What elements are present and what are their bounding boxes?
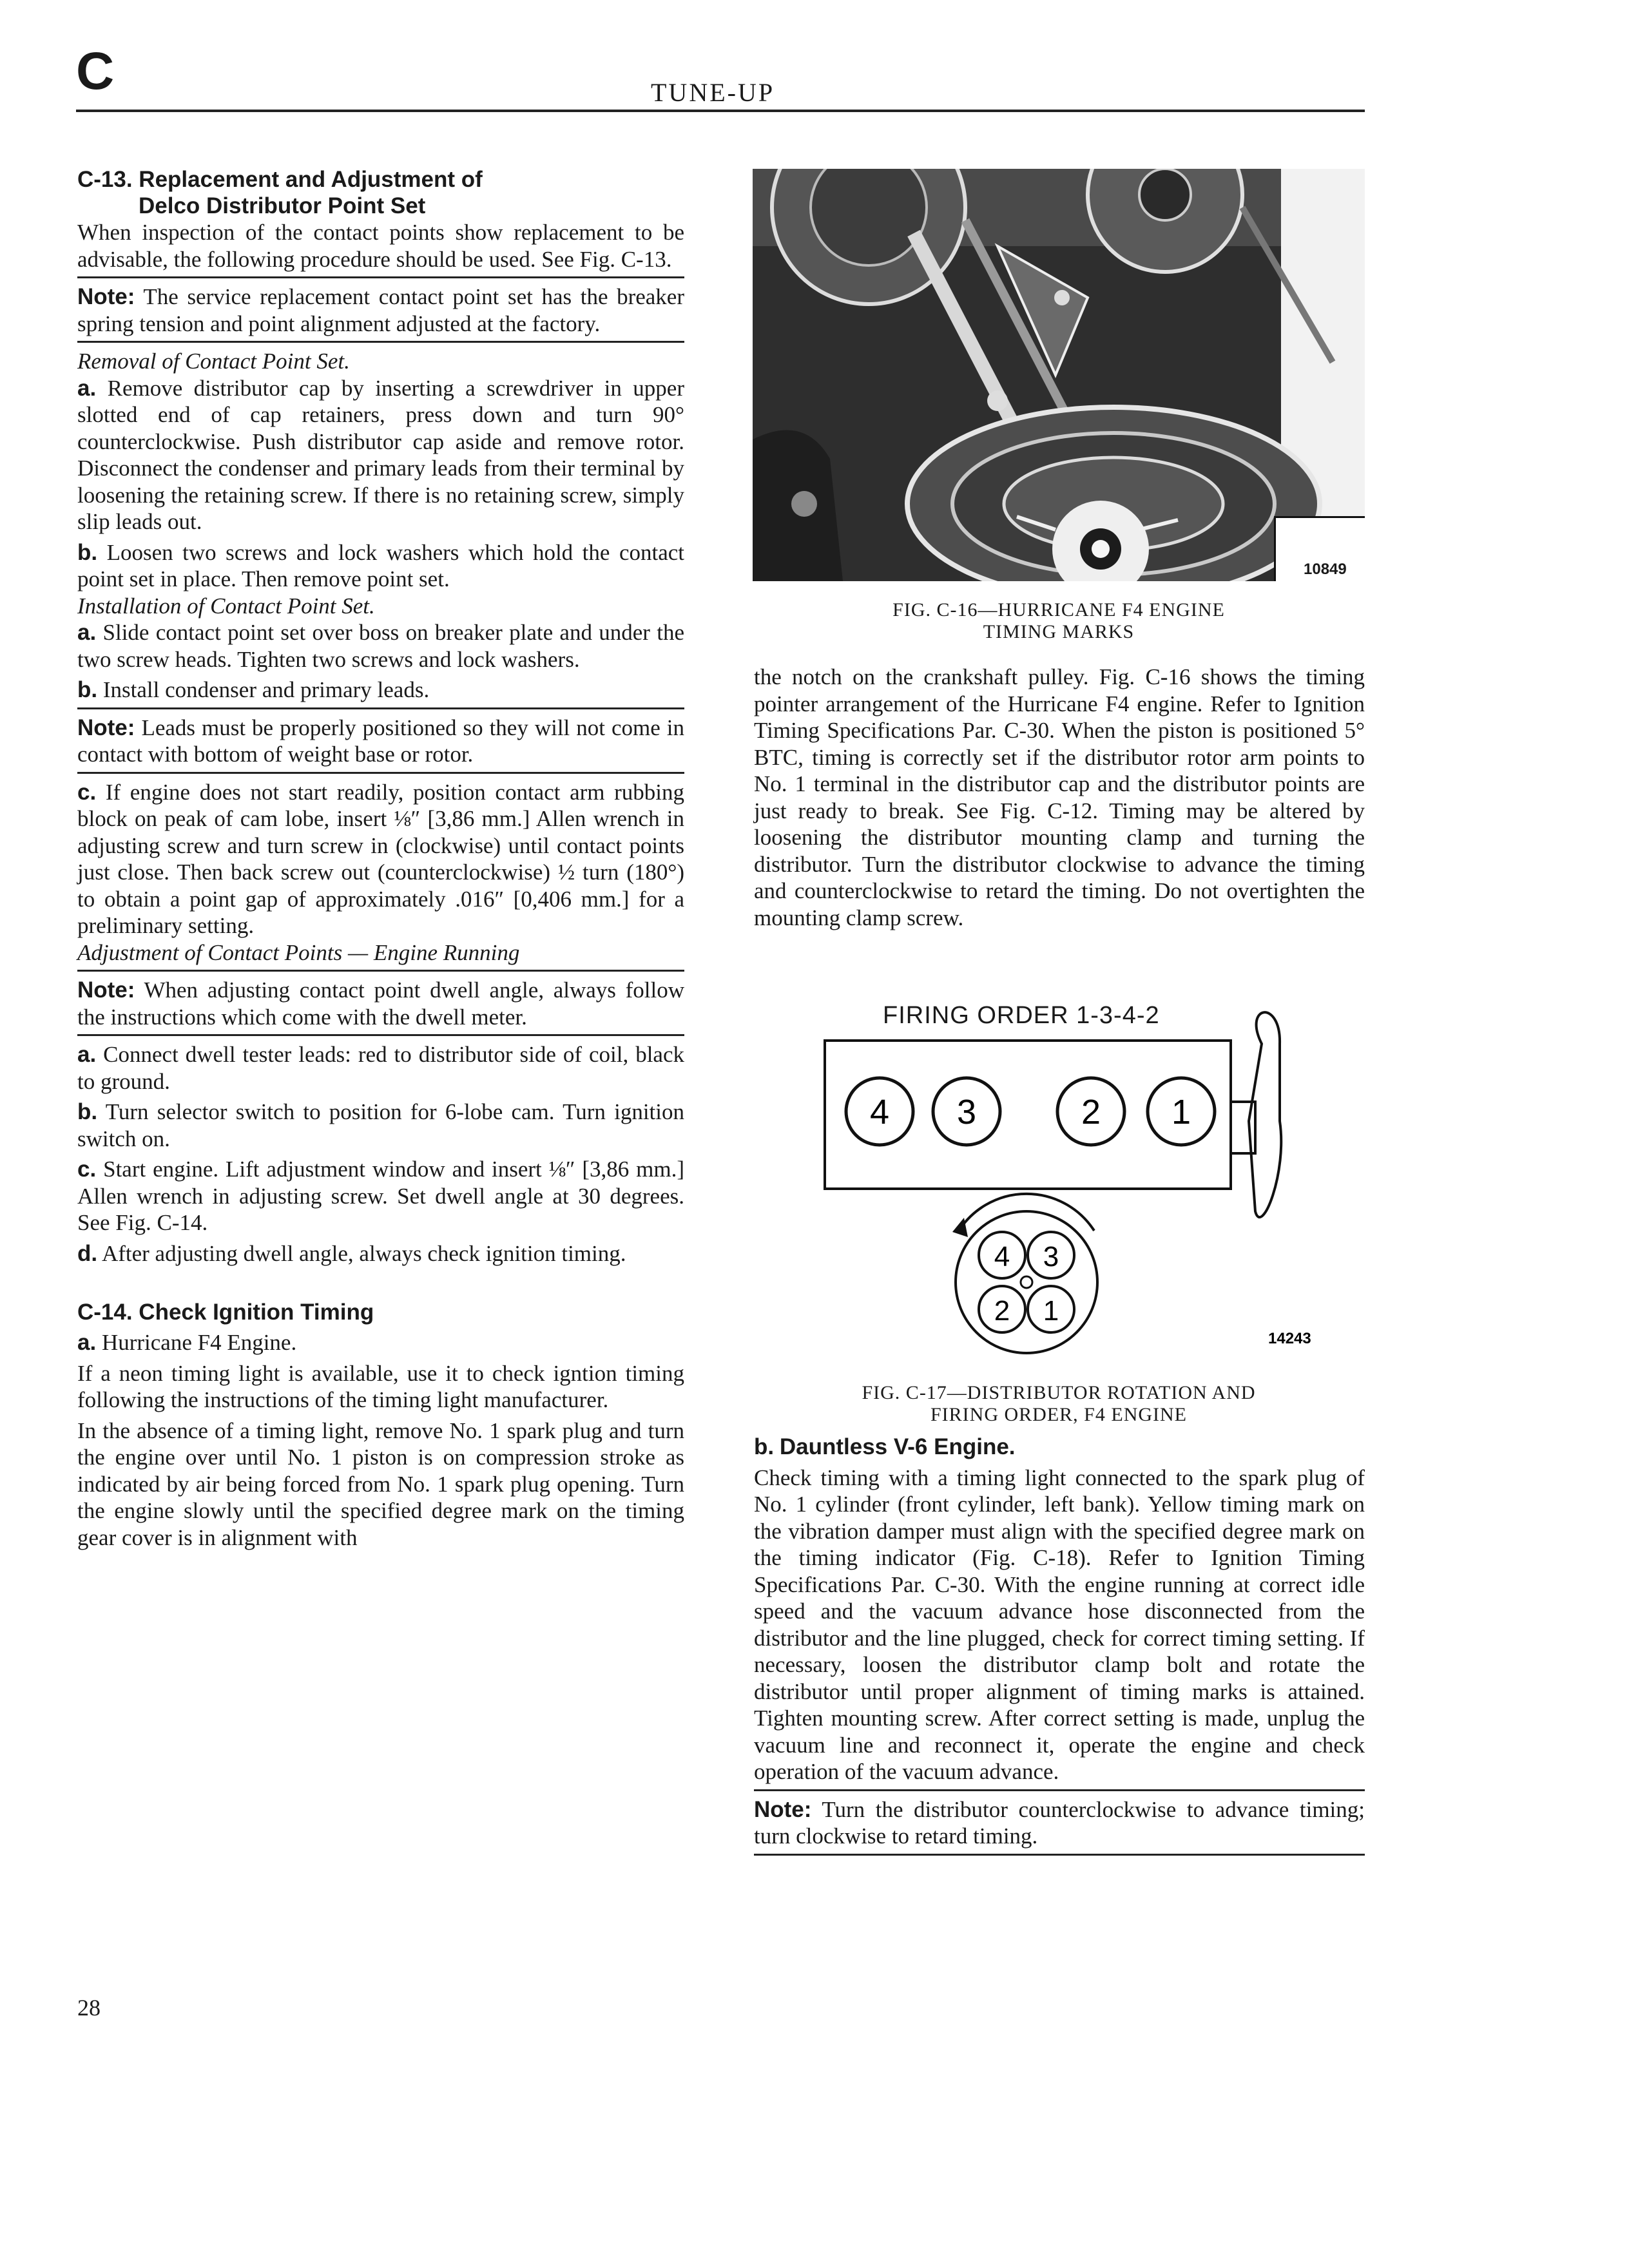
divider xyxy=(754,1789,1365,1791)
page-number: 28 xyxy=(77,1995,101,2021)
step-text: Install condenser and primary leads. xyxy=(102,677,430,702)
figure-caption-line: FIRING ORDER, F4 ENGINE xyxy=(930,1404,1187,1425)
note-paragraph xyxy=(77,715,684,768)
note-label: Note: xyxy=(754,1796,812,1822)
left-column xyxy=(77,166,684,1551)
divider xyxy=(77,341,684,343)
terminal-3 xyxy=(1028,1232,1074,1278)
note-paragraph xyxy=(754,1796,1365,1850)
terminal-number: 4 xyxy=(994,1241,1010,1273)
engine-photo xyxy=(753,169,1365,581)
step-label: d. xyxy=(77,1240,98,1266)
cylinder-4 xyxy=(846,1078,913,1145)
step-label: b. xyxy=(77,1099,98,1124)
note-text: When adjusting contact point dwell angle, always follow the instructions which come with the dwell meter. xyxy=(77,977,684,1030)
step-paragraph xyxy=(77,677,684,704)
figure-caption-c17 xyxy=(753,1382,1365,1426)
step-label: c. xyxy=(77,1157,97,1182)
step-text: Slide contact point set over boss on breaker plate and under the two screw heads. Tighten two screws and lock washers. xyxy=(77,620,684,672)
distributor-cap xyxy=(952,1194,1097,1353)
subheading-removal: Removal of Contact Point Set. xyxy=(77,349,350,374)
terminal-number: 2 xyxy=(994,1295,1010,1327)
step-label: a. xyxy=(77,375,97,401)
figure-caption-line: FIG. C-17—DISTRIBUTOR ROTATION AND xyxy=(862,1382,1256,1403)
section-heading-c13-line2: Delco Distributor Point Set xyxy=(139,193,426,218)
note-paragraph xyxy=(77,284,684,337)
step-label: a. xyxy=(77,620,97,645)
terminal-2 xyxy=(979,1286,1025,1332)
body-paragraph: Check timing with a timing light connected to the spark plug of No. 1 cylinder (front cylinder, left bank). Yellow timing mark on the vibration damper must align with the specified degree mark on the timing indicator (Fig. C-18). Refer to Ignition Timing Specifications Par. C-30. With the engine running at correct idle speed and the vacuum advance hose disconnected from the distributor and the line plugged, check for correct timing setting. If necessary, loosen the distributor clamp bolt and rotate the distributor until proper alignment of timing marks is attained. Tighten mounting screw. After correct setting is made, unplug the vacuum line and reconnect it, operate the engine and check operation of the vacuum advance. xyxy=(754,1465,1365,1784)
figure-number-c17: 14243 xyxy=(1268,1330,1311,1347)
divider xyxy=(77,772,684,774)
step-text: Hurricane F4 Engine. xyxy=(101,1330,297,1355)
step-text: Remove distributor cap by inserting a screwdriver in upper slotted end of cap retainers, press down and turn 90° counterclockwise. Push distributor cap aside and remove rotor. Disconnect the condenser and primary leads from their terminal by loosening the retaining screw. If there is no retaining screw, simply slip leads out. xyxy=(77,375,684,534)
step-paragraph xyxy=(77,619,684,673)
note-paragraph xyxy=(77,977,684,1030)
figure-number-c16: 10849 xyxy=(1304,561,1347,578)
step-label: b. xyxy=(77,539,98,565)
terminal-4 xyxy=(979,1232,1025,1278)
step-label: b. xyxy=(754,1434,775,1459)
step-paragraph xyxy=(77,1329,684,1356)
note-text: Turn the distributor counterclockwise to advance timing; turn clockwise to retard timing. xyxy=(754,1796,1365,1849)
note-label: Note: xyxy=(77,284,135,309)
step-paragraph xyxy=(77,1240,684,1267)
section-heading-c14: C-14. Check Ignition Timing xyxy=(77,1300,374,1325)
terminal-1 xyxy=(1028,1286,1074,1332)
page-title: TUNE-UP xyxy=(651,78,775,107)
intro-paragraph: When inspection of the contact points show replacement to be advisable, the following procedure should be used. See Fig. C-13. xyxy=(77,220,684,272)
divider xyxy=(77,970,684,972)
cylinder-number: 3 xyxy=(956,1093,977,1131)
terminal-number: 1 xyxy=(1043,1295,1059,1327)
figure-caption-line: FIG. C-16—HURRICANE F4 ENGINE xyxy=(892,599,1225,620)
step-paragraph xyxy=(77,539,684,593)
body-paragraph: If a neon timing light is available, use it to check igntion timing following the instructions of the timing light manufacturer. xyxy=(77,1360,684,1412)
note-text: The service replacement contact point set has the breaker spring tension and point alignment adjusted at the factory. xyxy=(77,284,684,336)
divider xyxy=(77,1034,684,1036)
step-text: After adjusting dwell angle, always check ignition timing. xyxy=(101,1240,626,1266)
note-label: Note: xyxy=(77,977,135,1003)
figure-caption-c16 xyxy=(753,599,1365,643)
right-paragraph-timing xyxy=(754,664,1365,931)
subheading-installation: Installation of Contact Point Set. xyxy=(77,593,375,619)
header-rule xyxy=(76,110,1365,112)
step-paragraph xyxy=(77,779,684,939)
step-label: c. xyxy=(77,779,97,805)
cylinder-number: 4 xyxy=(869,1093,890,1131)
body-paragraph: In the absence of a timing light, remove No. 1 spark plug and turn the engine over until No. 1 piston is on compression stroke as indicated by air being forced from No. 1 spark plug opening. Turn the engine slowly until the specified degree mark on the timing gear cover is in alignment with xyxy=(77,1418,684,1550)
subheading-adjustment: Adjustment of Contact Points — Engine Running xyxy=(77,939,520,965)
step-paragraph xyxy=(77,375,684,535)
subheading-v6 xyxy=(754,1434,1365,1461)
step-text: Loosen two screws and lock washers which hold the contact point set in place. Then remove point set. xyxy=(77,539,684,591)
step-text: Turn selector switch to position for 6-lobe cam. Turn ignition switch on. xyxy=(77,1099,684,1151)
divider xyxy=(77,276,684,278)
step-paragraph xyxy=(77,1041,684,1095)
firing-order-title: FIRING ORDER 1-3-4-2 xyxy=(883,1002,1160,1029)
divider xyxy=(77,707,684,709)
step-heading: Dauntless V-6 Engine. xyxy=(779,1434,1016,1459)
terminal-number: 3 xyxy=(1043,1241,1059,1273)
firing-order-diagram xyxy=(753,992,1365,1379)
cylinder-1 xyxy=(1148,1078,1215,1145)
section-heading-c13: C-13. Replacement and Adjustment of xyxy=(77,167,483,192)
fan-blade-icon xyxy=(1249,1012,1281,1217)
body-paragraph: the notch on the crankshaft pulley. Fig. C-16 shows the timing pointer arrangement of the Hurricane F4 engine. Refer to Ignition Timing Specifications Par. C-30. When the piston is positioned 5° BTC, timing is correctly set if the distributor rotor arm points to No. 1 terminal in the distributor cap and the distributor points are just ready to break. See Fig. C-12. Timing may be altered by loosening the distributor mounting clamp and turning the distributor. Turn the distributor clockwise to advance the timing and counterclockwise to retard the timing. Do not overtighten the mounting clamp screw. xyxy=(754,664,1365,930)
step-paragraph xyxy=(77,1099,684,1152)
step-text: If engine does not start readily, position contact arm rubbing block on peak of cam lobe, insert ⅛″ [3,86 mm.] Allen wrench in adjusting screw and turn screw in (clockwise) until contact points just close. Then back screw out (counterclockwise) ½ turn (180°) to obtain a point gap of approximately .016″ [0,406 mm.] for a preliminary setting. xyxy=(77,779,685,938)
cylinder-2 xyxy=(1057,1078,1124,1145)
cylinder-3 xyxy=(933,1078,1000,1145)
step-text: Start engine. Lift adjustment window and insert ⅛″ [3,86 mm.] Allen wrench in adjusting screw. Set dwell angle at 30 degrees. See Fig. C-14. xyxy=(77,1157,685,1235)
cylinder-number: 1 xyxy=(1171,1093,1191,1131)
step-paragraph xyxy=(77,1156,684,1236)
note-text: Leads must be properly positioned so they will not come in contact with bottom of weight base or rotor. xyxy=(77,715,685,767)
right-paragraph-v6 xyxy=(754,1434,1365,1861)
note-label: Note: xyxy=(77,715,135,740)
divider xyxy=(754,1854,1365,1856)
figure-caption-line: TIMING MARKS xyxy=(983,621,1135,642)
engine-timing-marks-illustration xyxy=(753,169,1365,581)
step-text: Connect dwell tester leads: red to distributor side of coil, black to ground. xyxy=(77,1042,684,1094)
section-letter: C xyxy=(76,42,115,101)
step-label: a. xyxy=(77,1042,97,1067)
step-label: b. xyxy=(77,677,98,702)
step-label: a. xyxy=(77,1330,97,1355)
cylinder-number: 2 xyxy=(1081,1093,1101,1131)
